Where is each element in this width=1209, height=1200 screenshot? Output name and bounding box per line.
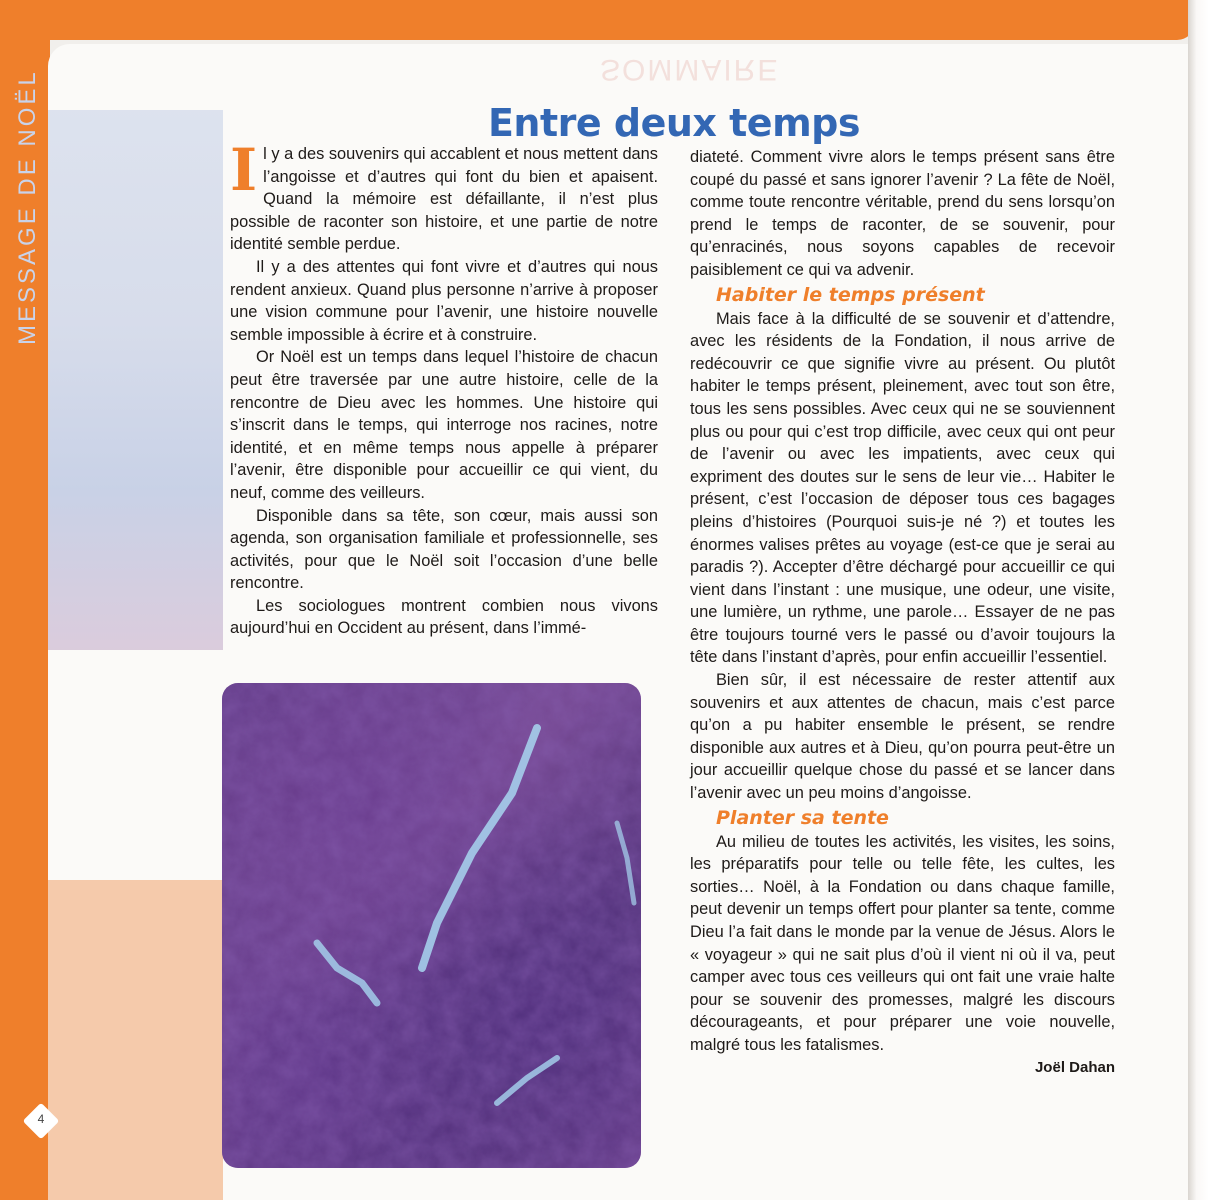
background-photo-lower xyxy=(48,880,223,1200)
painting-image xyxy=(222,683,641,1168)
paragraph: Mais face à la difficulté de se souvenir et d’attendre, avec les résidents de la Fondation, il nous arrive de redécouvrir ce que signifie vivre au présent. Ou plutôt habiter le temps présent, pleinement, avec tout son être, tous les sens possibles. Avec ceux qui ne se souviennent plus ou pour qui c’est trop difficile, avec ceux qui ont peur de l’avenir ou avec les impatients, avec ceux qui expriment des doutes sur le sens de leur vie… Habiter le présent, c’est l’occasion de déposer tous ces bagages pleins d’histoires (Pourquoi suis-je né ?) et toutes les énormes valises prêtes au voyage (est-ce que je serai au paradis ?). Accepter d’être déchargé pour accueillir ce qui vient dans l’instant : une musique, une odeur, une visite, une lumière, un rythme, une parole… Essayer de ne pas être toujours tourné vers le passé ou d’avoir toujours la tête dans l’instant d’après, pour enfin accueillir l’essentiel. xyxy=(690,309,1115,667)
paragraph: Les sociologues montrent combien nous vivons aujourd’hui en Occident au présent, dans l’immé- xyxy=(230,596,658,638)
page-number-badge xyxy=(23,1103,59,1139)
paragraph: Au milieu de toutes les activités, les visites, les soins, les préparatifs pour telle ou telle fête, les cultes, les sorties… Noël, à la Fondation ou dans chaque famille, peut devenir un temps offert pour planter sa tente, comme Dieu l’a fait dans le monde par la venue de Jésus. Alors le « voyageur » qui ne sait plus d’où il vient ni où il va, peut camper avec tous ces veilleurs qui ont fait une vraie halte pour se souvenir des promesses, malgré les discours décourageants, et pour préparer une voie nouvelle, malgré tous les fatalismes. xyxy=(690,832,1115,1054)
paragraph: Or Noël est un temps dans lequel l’histoire de chacun peut être traversée par une autre histoire, celle de la rencontre de Dieu avec les hommes. Une histoire qui s’inscrit dans le temps, qui interroge nos racines, notre identité, et en même temps nous appelle à préparer l’avenir, être disponible pour accueillir ce qui vient, du neuf, comme des veilleurs. xyxy=(230,348,658,502)
section-label: MESSAGE DE NOËL xyxy=(14,69,41,345)
page-number: 4 xyxy=(37,1112,45,1126)
orange-frame-top xyxy=(0,0,1195,40)
next-page-edge xyxy=(1188,0,1209,1200)
paragraph: diateté. Comment vivre alors le temps présent sans être coupé du passé et sans ignorer l’avenir ? La fête de Noël, comme toute rencontre véritable, prend du sens lorsqu’on prend le temps de raconter, de se souvenir, pour qu’enracinés, nous soyons capables de recevoir paisiblement ce qui va advenir. xyxy=(690,148,1115,279)
show-through-header: SOMMAIRE xyxy=(600,53,780,86)
paragraph: Disponible dans sa tête, son cœur, mais aussi son agenda, son organisation familiale et professionnelle, ses activités, pour que le Noël soit l’occasion d’une belle rencontre. xyxy=(230,506,658,593)
painting-artwork xyxy=(222,683,641,1168)
paragraph-text: l y a des souvenirs qui accablent et nous mettent dans l’angoisse et d’autres qui font du bien et apaisent. Quand la mémoire est défaillante, il n’est plus possible de raconter son histoire, et une partie de notre identité semble perdue. xyxy=(230,145,658,254)
paragraph: Bien sûr, il est nécessaire de rester attentif aux souvenirs et aux attentes de chacun, mais c’est parce qu’on a pu habiter ensemble le présent, se rendre disponible aux autres et à Dieu, qu’on pourra peut-être un jour accueillir quelque chose du passé et se lancer dans l’avenir avec un peu moins d’angoisse. xyxy=(690,671,1115,803)
right-column xyxy=(690,146,1115,1079)
author-signature: Joël Dahan xyxy=(1034,1058,1115,1076)
paragraph: Il y a des attentes qui font vivre et d’autres qui nous rendent anxieux. Quand plus personne n’arrive à proposer une vision commune pour l’avenir, une histoire nouvelle semble impossible à écrire et à construire. xyxy=(230,257,658,344)
paragraph xyxy=(230,136,658,256)
subheading: Planter sa tente xyxy=(716,806,889,829)
drop-cap: I xyxy=(230,136,258,204)
background-photo xyxy=(48,110,223,650)
subheading: Habiter le temps présent xyxy=(716,283,985,306)
left-column xyxy=(230,136,658,640)
article-title: Entre deux temps xyxy=(487,101,860,146)
